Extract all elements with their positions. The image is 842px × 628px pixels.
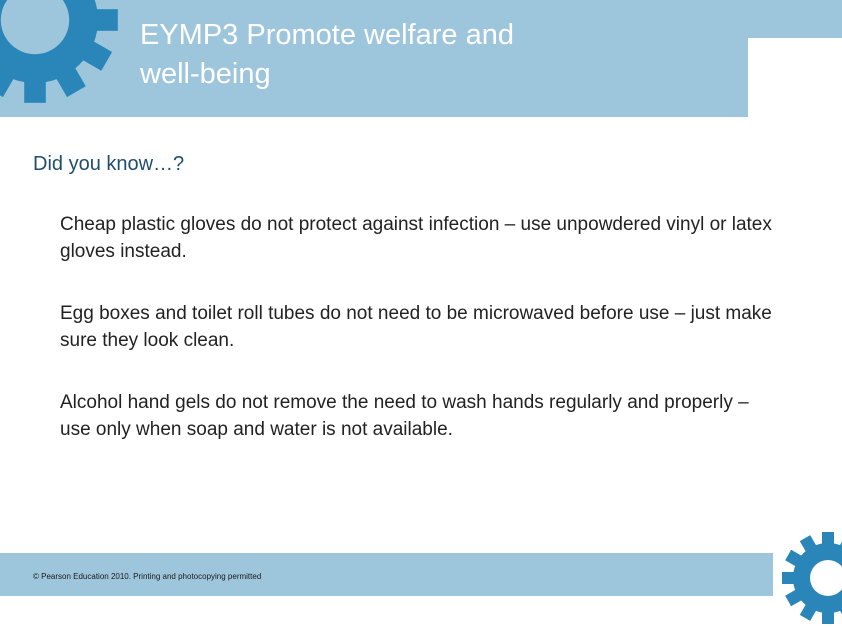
- section-heading: Did you know…?: [33, 153, 185, 175]
- copyright-notice: © Pearson Education 2010. Printing and photocopying permitted: [33, 572, 262, 581]
- gear-icon: [0, 0, 125, 110]
- title-line-1: EYMP3 Promote welfare and: [140, 19, 514, 51]
- gear-icon: [778, 528, 842, 628]
- fact-item: Egg boxes and toilet roll tubes do not need to be microwaved before use – just make sure they look clean.: [60, 303, 772, 351]
- fact-item: Cheap plastic gloves do not protect against infection – use unpowdered vinyl or latex gloves instead.: [60, 214, 772, 262]
- title-line-2: well-being: [140, 58, 271, 90]
- fact-item: Alcohol hand gels do not remove the need to wash hands regularly and properly – use only when soap and water is not available.: [60, 392, 749, 440]
- page-title: [140, 16, 700, 94]
- facts-list: [60, 212, 780, 479]
- header-band-right: [748, 0, 842, 38]
